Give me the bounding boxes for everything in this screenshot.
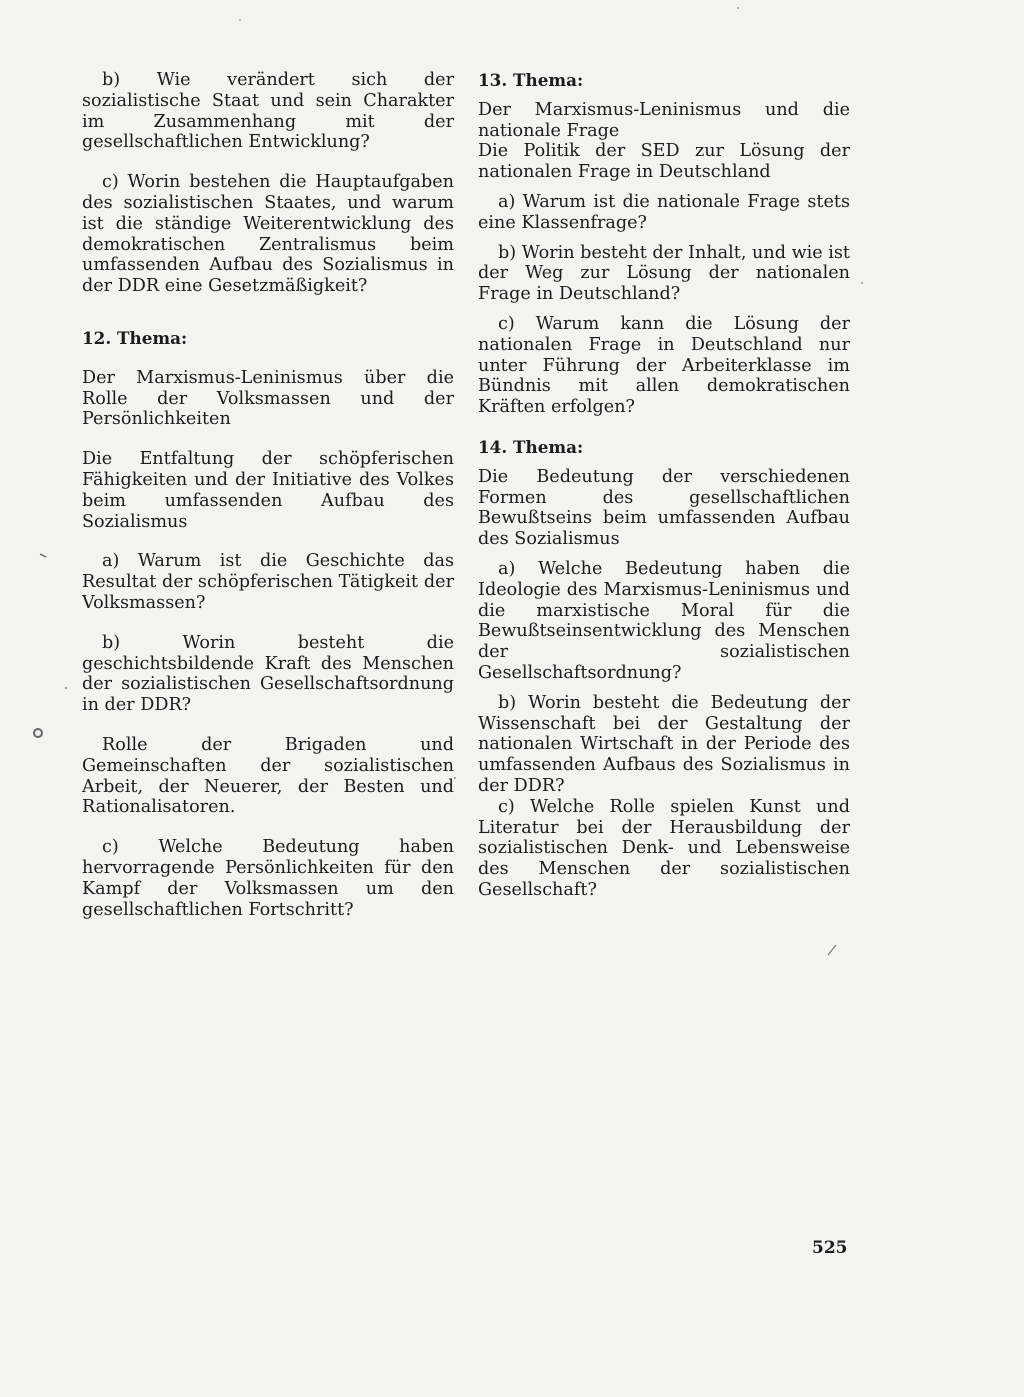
right-column bbox=[478, 70, 850, 901]
paragraph-13b: b) Worin besteht der Inhalt, und wie ist der Weg zur Lösung der nationalen Frage in Deutschland? bbox=[478, 242, 850, 305]
paragraph-12a: a) Warum ist die Geschichte das Resultat der schöpferischen Tätigkeit der Volksmassen? bbox=[82, 551, 454, 613]
left-column bbox=[82, 70, 454, 920]
paragraph-14c: c) Welche Rolle spielen Kunst und Literatur bei der Herausbildung der sozialistischen Denk- und Lebensweise des Menschen der sozialistischen Gesellschaft? bbox=[478, 796, 850, 900]
scan-speck-dot bbox=[65, 687, 67, 689]
paragraph-12c: c) Welche Bedeutung haben hervorragende Persönlichkeiten für den Kampf der Volksmassen um den gesellschaftlichen Fortschritt? bbox=[82, 837, 454, 920]
paragraph-14a: a) Welche Bedeutung haben die Ideologie des Marxismus-Leninismus und die marxistische Moral für die Bewußtseinsentwicklung des Menschen der sozialistischen Gesellschaftsordnung? bbox=[478, 558, 850, 683]
paragraph-13c: c) Warum kann die Lösung der nationalen Frage in Deutschland nur unter Führung der Arbeiterklasse im Bündnis mit allen demokratischen Kräften erfolgen? bbox=[478, 313, 850, 418]
paragraph-12b: b) Worin besteht die geschichtsbildende Kraft des Menschen der sozialistischen Gesellschaftsordnung in der DDR? bbox=[82, 632, 454, 716]
theme-13-subtitle: Die Politik der SED zur Lösung der nationalen Frage in Deutschland bbox=[478, 141, 850, 183]
theme-14-title: Die Bedeutung der verschiedenen Formen des gesellschaftlichen Bewußtseins beim umfassenden Aufbau des Sozialismus bbox=[478, 466, 850, 550]
scan-speck-dot bbox=[239, 19, 241, 21]
paragraph-11b: b) Wie verändert sich der sozialistische Staat und sein Charakter im Zusammenhang mit der gesellschaftlichen Entwicklung? bbox=[82, 70, 454, 153]
scan-speck-tick bbox=[828, 945, 836, 955]
theme-14-heading: 14. Thema: bbox=[478, 436, 584, 457]
theme-13-heading: 13. Thema: bbox=[478, 70, 584, 90]
paragraph-12-note: Rolle der Brigaden und Gemeinschaften der sozialistischen Arbeit, der Neuerer, der Besten und Rationalisatoren. bbox=[82, 734, 454, 818]
scan-speck-ring bbox=[34, 729, 42, 737]
theme-12-title: Der Marxismus-Leninismus über die Rolle der Volksmassen und der Persönlichkeiten bbox=[82, 367, 454, 430]
scan-speck-dash bbox=[40, 554, 46, 557]
paragraph-11c: c) Worin bestehen die Hauptaufgaben des sozialistischen Staates, und warum ist die ständige Weiterentwicklung des demokratischen Zentralismus beim umfassenden Aufbau des Sozialismus in der DDR eine Gesetzmäßigkeit? bbox=[82, 172, 454, 297]
paragraph-14b: b) Worin besteht die Bedeutung der Wissenschaft bei der Gestaltung der nationalen Wirtschaft in der Periode des umfassenden Aufbaus des Sozialismus in der DDR? bbox=[478, 692, 850, 796]
theme-12-heading: 12. Thema: bbox=[82, 327, 188, 348]
scan-speck-dot bbox=[454, 777, 456, 779]
paragraph-13a: a) Warum ist die nationale Frage stets eine Klassenfrage? bbox=[478, 191, 850, 233]
theme-13-title: Der Marxismus-Leninismus und die nationale Frage bbox=[478, 99, 850, 141]
page-number: 525 bbox=[812, 1238, 848, 1258]
scan-speck-dot bbox=[737, 7, 739, 9]
theme-12-subtitle: Die Entfaltung der schöpferischen Fähigkeiten und der Initiative des Volkes beim umfassenden Aufbau des Sozialismus bbox=[82, 449, 454, 532]
scan-speck-dot bbox=[861, 282, 863, 284]
